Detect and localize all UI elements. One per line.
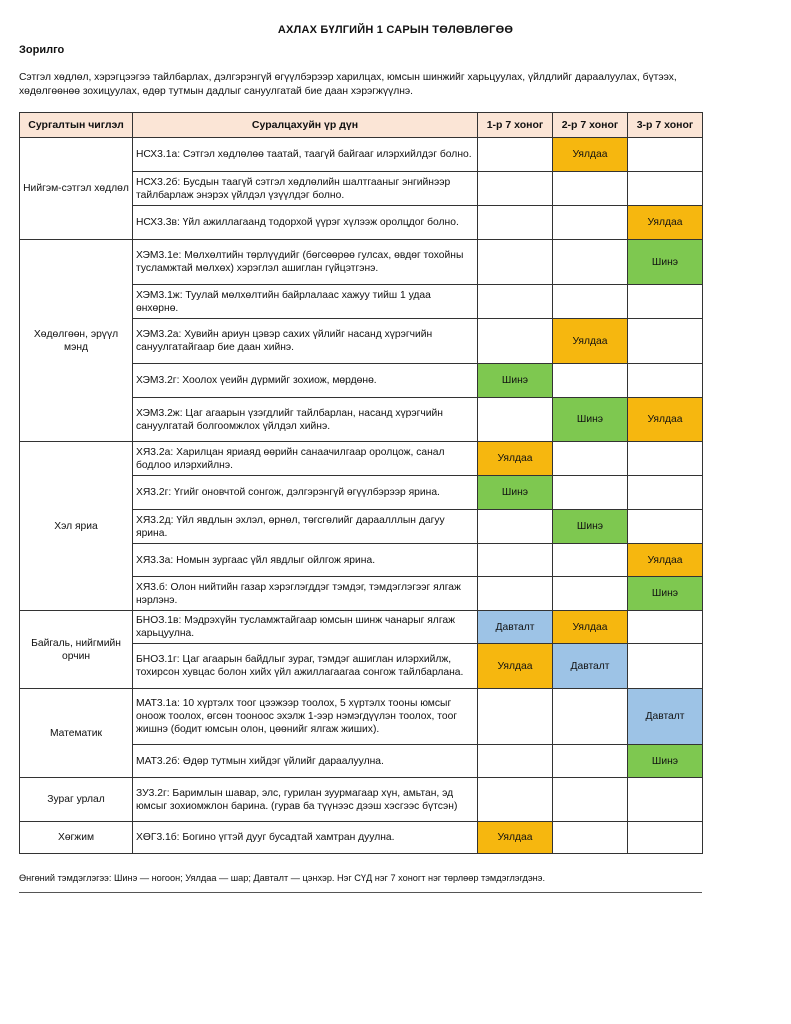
outcome-cell: ХЭМ3.1е: Мөлхөлтийн төрлүүдийг (бөгсөөрөө гулсах, өвдөг тохойны тусламжтай мөлхөх) хэрэглэл ашиглан гүйцэтгэнэ. xyxy=(133,240,478,285)
week-1-cell xyxy=(478,240,553,285)
outcome-cell: НСХ3.2б: Бусдын таагүй сэтгэл хөдлөлийн шалтгааныг энгийнээр тайлбарлаж энэрэх үйлдэл үзүүлдэг болно. xyxy=(133,172,478,206)
week-2-cell xyxy=(553,689,628,745)
outcome-cell: ХЯ3.б: Олон нийтийн газар хэрэглэгддэг тэмдэг, тэмдэглэгээг ялгаж нэрлэнэ. xyxy=(133,577,478,611)
area-cell-art: Зураг урлал xyxy=(20,778,133,822)
table-row xyxy=(20,138,703,172)
week-1-cell xyxy=(478,398,553,442)
week-2-cell: Уялдаа xyxy=(553,611,628,644)
outcome-cell: ХЭМ3.2а: Хувийн ариун цэвэр сахих үйлийг насанд хүрэгчийн сануулгатайгаар бие даан хийнэ. xyxy=(133,319,478,364)
outcome-cell: МАТ3.1а: 10 хүртэлх тоог цээжээр тоолох, 5 хүртэлх тооны юмсыг оноож тоолох, өгсөн тооноос эхэлж 1-ээр нэмэгдүүлэн тоолох, тоог жишнэ (бодит юмсын олон, цөөнийг ялгаж жиших). xyxy=(133,689,478,745)
week-2-cell: Уялдаа xyxy=(553,319,628,364)
week-1-cell: Давталт xyxy=(478,611,553,644)
outcome-cell: БНОЗ.1г: Цаг агаарын байдлыг зураг, тэмдэг ашиглан илэрхийлж, тохирсон хувцас болон хийх үйл ажиллагаагаа сонгож тайлбарлана. xyxy=(133,644,478,689)
week-1-cell xyxy=(478,544,553,577)
week-3-cell xyxy=(628,611,703,644)
week-3-cell xyxy=(628,476,703,510)
week-2-cell xyxy=(553,476,628,510)
week-1-cell xyxy=(478,510,553,544)
table-row xyxy=(20,778,703,822)
table-row xyxy=(20,822,703,854)
week-2-cell: Шинэ xyxy=(553,510,628,544)
week-3-cell xyxy=(628,138,703,172)
outcome-cell: ХЯ3.2а: Харилцан яриаяд өөрийн санаачилгаар оролцож, санал бодлоо илэрхийлнэ. xyxy=(133,442,478,476)
week-3-cell: Давталт xyxy=(628,689,703,745)
outcome-cell: НСХ3.1а: Сэтгэл хөдлөлөө таатай, таагүй байгааг илэрхийлдэг болно. xyxy=(133,138,478,172)
week-1-cell xyxy=(478,138,553,172)
week-2-cell xyxy=(553,442,628,476)
week-1-cell: Уялдаа xyxy=(478,822,553,854)
table-row xyxy=(20,240,703,285)
week-3-cell: Уялдаа xyxy=(628,206,703,240)
week-2-cell: Давталт xyxy=(553,644,628,689)
table-row xyxy=(20,611,703,644)
week-2-cell xyxy=(553,745,628,778)
table-header-row xyxy=(20,113,703,138)
week-2-cell xyxy=(553,778,628,822)
week-3-cell xyxy=(628,778,703,822)
week-3-cell xyxy=(628,644,703,689)
week-3-cell xyxy=(628,285,703,319)
week-2-cell xyxy=(553,206,628,240)
week-3-cell: Шинэ xyxy=(628,240,703,285)
legend-note: Өнгөний тэмдэглэгээ: Шинэ — ногоон; Уялдаа — шар; Давталт — цэнхэр. Нэг СҮД нэг 7 хоногт нэг төрлөөр тэмдэглэгдэнэ. xyxy=(19,873,545,883)
table-row xyxy=(20,689,703,745)
week-1-cell xyxy=(478,206,553,240)
week-3-cell: Шинэ xyxy=(628,577,703,611)
week-1-cell xyxy=(478,689,553,745)
week-2-cell xyxy=(553,172,628,206)
outcome-cell: ХЯ3.2д: Үйл явдлын эхлэл, өрнөл, төгсгөлийг дараалллын дагуу ярина. xyxy=(133,510,478,544)
area-cell-health: Хөдөлгөөн, эрүүл мэнд xyxy=(20,240,133,442)
week-3-cell: Уялдаа xyxy=(628,544,703,577)
header-week-1: 1-р 7 хоног xyxy=(478,113,553,138)
week-3-cell: Шинэ xyxy=(628,745,703,778)
week-3-cell: Уялдаа xyxy=(628,398,703,442)
week-3-cell xyxy=(628,822,703,854)
area-cell-nature: Байгаль, нийгмийн орчин xyxy=(20,611,133,689)
week-1-cell: Шинэ xyxy=(478,364,553,398)
document-title: АХЛАХ БҮЛГИЙН 1 САРЫН ТӨЛӨВЛӨГӨӨ xyxy=(277,24,514,36)
goal-text: Сэтгэл хөдлөл, хэрэгцээгээ тайлбарлах, дэлгэрэнгүй өгүүлбэрээр харилцах, юмсын шинжийг харьцуулах, үйлдлийг дараалуулах, бүтээх, хөдөлгөөнөө зохицуулах, өдөр тутмын дадлыг сануулгатай бие даан хэрэгжүүлнэ. xyxy=(19,72,677,97)
week-3-cell xyxy=(628,172,703,206)
outcome-cell: ХЭМ3.2ж: Цаг агаарын үзэгдлийг тайлбарлан, насанд хүрэгчийн сануулгатай болгоомжлох үйлдэл хийнэ. xyxy=(133,398,478,442)
area-cell-language: Хэл яриа xyxy=(20,442,133,611)
week-2-cell xyxy=(553,577,628,611)
outcome-cell: ХЭМ3.1ж: Туулай мөлхөлтийн байрлалаас хажуу тийш 1 удаа өнхөрнө. xyxy=(133,285,478,319)
area-cell-music: Хөгжим xyxy=(20,822,133,854)
outcome-cell: ХӨГ3.1б: Богино үгтэй дууг бусадтай хамтран дуулна. xyxy=(133,822,478,854)
outcome-cell: ХЭМ3.2г: Хоолох үеийн дүрмийг зохиож, мөрдөнө. xyxy=(133,364,478,398)
week-1-cell xyxy=(478,172,553,206)
week-1-cell: Шинэ xyxy=(478,476,553,510)
week-3-cell xyxy=(628,364,703,398)
table-row xyxy=(20,442,703,476)
outcome-cell: ХЯ3.3а: Номын зургаас үйл явдлыг ойлгож ярина. xyxy=(133,544,478,577)
outcome-cell: НСХ3.3в: Үйл ажиллагаанд тодорхой үүрэг хүлээж оролцдог болно. xyxy=(133,206,478,240)
outcome-cell: БНОЗ.1в: Мэдрэхүйн тусламжтайгаар юмсын шинж чанарыг ялгаж харьцуулна. xyxy=(133,611,478,644)
outcome-cell: ХЯ3.2г: Үгийг оновчтой сонгож, дэлгэрэнгүй өгүүлбэрээр ярина. xyxy=(133,476,478,510)
week-1-cell xyxy=(478,285,553,319)
week-2-cell xyxy=(553,240,628,285)
week-2-cell xyxy=(553,544,628,577)
goal-heading: Зорилго xyxy=(19,44,65,56)
week-2-cell xyxy=(553,822,628,854)
bottom-divider xyxy=(19,892,702,893)
outcome-cell: ЗУ3.2г: Баримлын шавар, элс, гурилан зуурмагаар хүн, амьтан, эд юмсыг зохиомжлон барина. (гурав ба түүнээс дээш хэсгээс бүтсэн) xyxy=(133,778,478,822)
header-outcome: Суралцахуйн үр дүн xyxy=(133,113,478,138)
week-2-cell: Уялдаа xyxy=(553,138,628,172)
week-2-cell: Шинэ xyxy=(553,398,628,442)
week-2-cell xyxy=(553,364,628,398)
header-week-2: 2-р 7 хоног xyxy=(553,113,628,138)
week-2-cell xyxy=(553,285,628,319)
area-cell-math: Математик xyxy=(20,689,133,778)
week-1-cell: Уялдаа xyxy=(478,644,553,689)
week-3-cell xyxy=(628,319,703,364)
outcome-cell: МАТ3.2б: Өдөр тутмын хийдэг үйлийг дараалуулна. xyxy=(133,745,478,778)
week-1-cell xyxy=(478,319,553,364)
week-1-cell xyxy=(478,778,553,822)
week-1-cell: Уялдаа xyxy=(478,442,553,476)
week-3-cell xyxy=(628,510,703,544)
plan-table xyxy=(19,112,703,854)
week-3-cell xyxy=(628,442,703,476)
header-week-3: 3-р 7 хоног xyxy=(628,113,703,138)
week-1-cell xyxy=(478,745,553,778)
area-cell-social: Нийгэм-сэтгэл хөдлөл xyxy=(20,138,133,240)
header-area: Сургалтын чиглэл xyxy=(20,113,133,138)
week-1-cell xyxy=(478,577,553,611)
